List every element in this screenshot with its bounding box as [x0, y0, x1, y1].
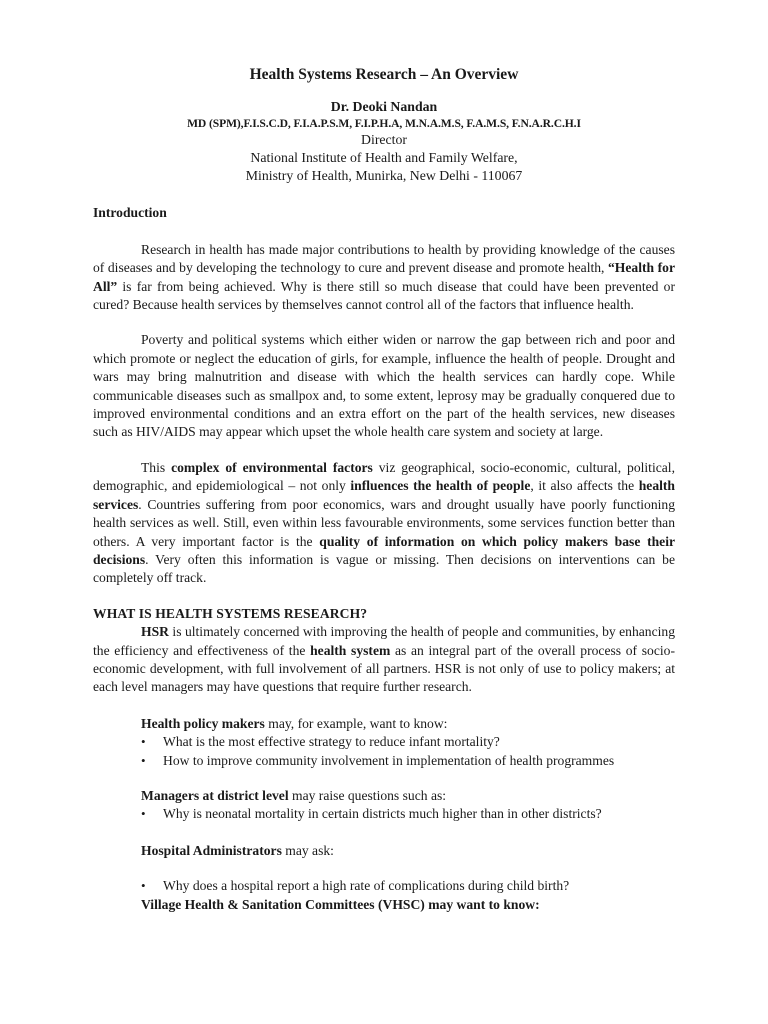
- paragraph-text: This: [141, 459, 172, 475]
- paragraph-intro-2: Poverty and political systems which either widen or narrow the gap between rich and poor and which promote or neglect the education of girls, for example, influence the health of people. Drought and wars may bring malnutrition and disease with which the health services can hardly cope. While communicable diseases such as smallpox and, to some extent, leprosy may be gradually conquered due to improved environmental conditions and an extra effort on the part of the health services, new diseases such as HIV/AIDS may appear which upset the whole health care system and society at large.: [93, 332, 675, 440]
- bold-phrase: HSR: [141, 624, 169, 640]
- bold-phrase: influences the health of people: [350, 478, 531, 494]
- bullet-icon: •: [141, 734, 146, 750]
- paragraph-text: viz geographical, socio-economic, cultural, political, demographic, and epidemiological – not only: [93, 459, 675, 494]
- bold-phrase: health services: [93, 478, 675, 512]
- author-name: Dr. Deoki Nandan: [330, 99, 438, 115]
- paragraph-text: as an integral part of the overall process of socio-economic development, with full involvement of all partners. HSR is not only of use to policy makers; at each level managers may have questions that require further research.: [93, 642, 675, 695]
- lead-text: may raise questions such as:: [288, 787, 447, 803]
- list-item: [141, 733, 675, 751]
- list-item: [141, 877, 675, 895]
- paragraph-text: . Countries suffering from poor economics, wars and drought usually have poorly functioning health services as well. Still, even within less favourable environments, some services function better than others. A very important factor is the: [93, 496, 675, 549]
- paragraph-text: , it also affects the: [530, 478, 639, 494]
- vhsc-lead: [141, 896, 675, 914]
- policy-makers-list: [141, 733, 675, 770]
- paragraph-hsr-1: [93, 623, 675, 697]
- section-heading-hsr: WHAT IS HEALTH SYSTEMS RESEARCH?: [93, 605, 368, 621]
- bold-phrase: quality of information on which policy makers base their decisions: [93, 533, 676, 567]
- bold-phrase: health system: [310, 642, 391, 658]
- bullet-icon: •: [141, 878, 146, 894]
- list-item: [141, 805, 675, 823]
- district-managers-lead: [141, 787, 675, 805]
- lead-text: may, for example, want to know:: [264, 715, 448, 731]
- bold-phrase: Village Health & Sanitation Committees (VHSC) may want to know:: [141, 896, 540, 912]
- list-item-text: Why is neonatal mortality in certain districts much higher than in other districts?: [163, 806, 602, 822]
- bold-phrase: Hospital Administrators: [141, 842, 282, 858]
- author-role: Director: [361, 132, 407, 148]
- list-item-text: How to improve community involvement in implementation of health programmes: [163, 752, 615, 768]
- bullet-icon: •: [141, 806, 146, 822]
- paragraph-intro-1: [93, 241, 675, 315]
- author-block: [93, 98, 675, 185]
- bold-phrase: complex of environmental factors: [171, 459, 373, 475]
- hospital-administrators-lead: [141, 842, 675, 860]
- paragraph-text: Research in health has made major contributions to health by providing knowledge of the causes of diseases and by developing the technology to cure and prevent disease and promote health,: [93, 241, 675, 276]
- author-address: Ministry of Health, Munirka, New Delhi - 110067: [245, 168, 523, 184]
- paragraph-text: . Very often this information is vague or missing. Then decisions on interventions can be completely off track.: [93, 551, 675, 586]
- policy-makers-lead: [141, 715, 675, 733]
- document-page: [93, 60, 675, 914]
- section-heading-introduction: Introduction: [93, 205, 167, 221]
- list-item: [141, 752, 675, 770]
- paragraph-intro-3: [93, 459, 675, 588]
- district-managers-list: [141, 805, 675, 823]
- paragraph-text: is ultimately concerned with improving the health of people and communities, by enhancing the efficiency and effectiveness of the: [93, 624, 675, 658]
- bullet-icon: •: [141, 752, 146, 768]
- lead-text: may ask:: [281, 842, 334, 858]
- author-degrees: MD (SPM),F.I.S.C.D, F.I.A.P.S.M, F.I.P.H.A, M.N.A.M.S, F.A.M.S, F.N.A.R.C.H.I: [187, 117, 581, 131]
- hospital-administrators-list: [141, 877, 675, 895]
- list-item-text: Why does a hospital report a high rate of complications during child birth?: [163, 878, 570, 894]
- author-institute: National Institute of Health and Family Welfare,: [250, 150, 518, 166]
- paragraph-text: is far from being achieved. Why is there still so much disease that could have been prevented or cured? Because health services by themselves cannot control all of the factors that influence health.: [93, 278, 675, 313]
- bold-phrase: Managers at district level: [141, 787, 289, 803]
- document-title: Health Systems Research – An Overview: [249, 66, 519, 83]
- bold-phrase: “Health for All”: [93, 260, 675, 294]
- list-item-text: What is the most effective strategy to reduce infant mortality?: [163, 734, 500, 750]
- bold-phrase: Health policy makers: [141, 715, 265, 731]
